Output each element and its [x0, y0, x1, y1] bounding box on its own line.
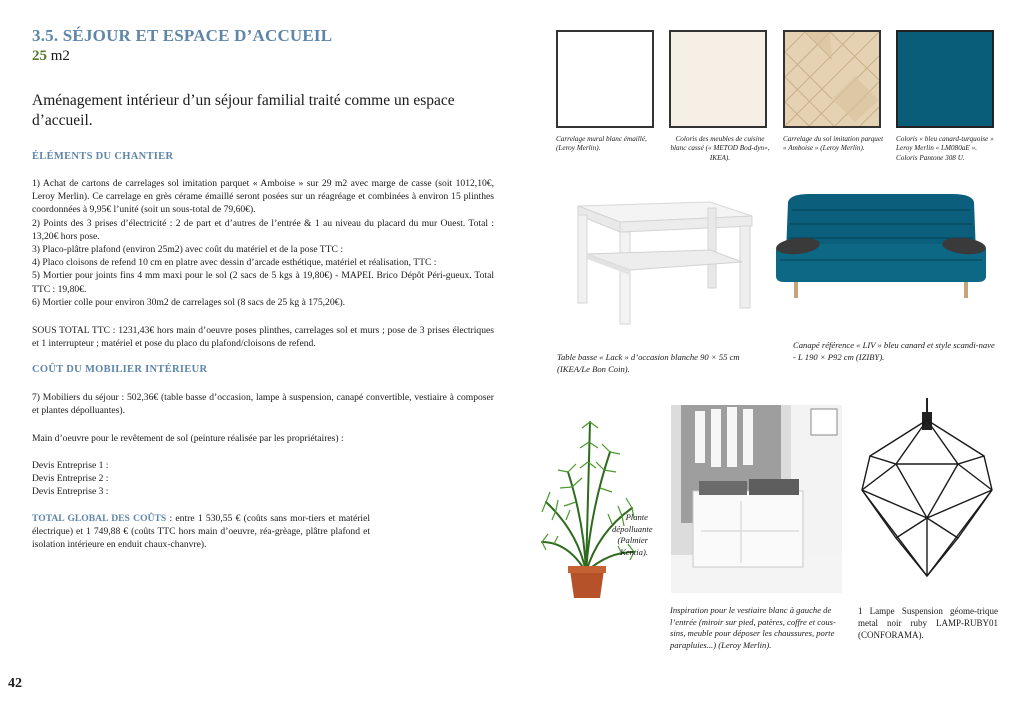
swatch-parquet — [783, 30, 881, 128]
chantier-list — [32, 177, 494, 309]
coffee-table-caption: Table basse « Lack » d’occasion blanche 90 × 55 cm (IKEA/Le Bon Coin). — [557, 352, 740, 374]
intro-text: Aménagement intérieur d’un séjour familial traité comme un espace d’accueil. — [32, 92, 455, 129]
swatch-caption-2: Coloris des meubles de cuisine blanc cassé (« METOD Bod-dyn», IKEA). — [670, 135, 770, 162]
coffee-table-icon — [560, 198, 760, 328]
palm-plant-icon — [538, 412, 638, 600]
devis-list — [32, 459, 494, 499]
swatch-caption-3: Carrelage du sol imitation parquet « Amboise » (Leroy Merlin). — [783, 135, 884, 153]
chantier-heading: ÉLÉMENTS DU CHANTIER — [32, 151, 174, 162]
sofa-image — [770, 190, 992, 308]
pendant-lamp-icon — [856, 398, 998, 580]
devis-1: Devis Entreprise 1 : — [32, 460, 109, 471]
area-unit: m2 — [47, 48, 70, 64]
page-number: 42 — [8, 676, 22, 691]
devis-2: Devis Entreprise 2 : — [32, 473, 109, 485]
swatch-kitchen-white — [669, 30, 767, 128]
total-text: : entre 1 530,55 € (coûts sans mor-tiers et matériel électrique) et 1 749,88 € (coûts TTC hors main d’oeuvre, réa-grèage, plâtre plafond et isolation intérieure en enduit chaux-chanvre). — [32, 513, 371, 551]
plant-caption: Plante dépolluante (Palmier Kentia). — [612, 512, 653, 557]
parquet-texture-icon — [785, 32, 879, 126]
area-value: 25 — [32, 48, 47, 64]
chantier-subtotal: SOUS TOTAL TTC : 1231,43€ hors main d’oeuvre poses plinthes, carrelages sol et murs ; pose de 3 prises électriques et 1 interrupteur ; matériel et pose du placo du plafond/cloisons de refend. — [32, 325, 494, 350]
plant-image — [538, 412, 638, 600]
total-label: TOTAL GLOBAL DES COÛTS — [32, 513, 167, 524]
swatch-caption-1: Carrelage mural blanc émaillé, (Leroy Merlin). — [556, 135, 647, 153]
section-area — [32, 48, 70, 65]
chantier-item-3: 3) Placo-plâtre plafond (environ 25m2) avec coût du matériel et de la pose TTC : — [32, 244, 343, 256]
total-global — [32, 512, 370, 552]
vestiaire-icon — [671, 405, 842, 593]
section-title: 3.5. SÉJOUR ET ESPACE D’ACCUEIL — [32, 26, 333, 45]
sofa-caption: Canapé référence « LIV » bleu canard et style scandi-nave - L 190 × P92 cm (IZIBY). — [793, 340, 995, 362]
chantier-item-5: 5) Mortier pour joints fins 4 mm maxi pour le sol (2 sacs de 5 kgs à 19,80€) - MAPEI. Brico Dépôt Péri-gueux. Total TTC : 19,80€. — [32, 270, 494, 295]
sofa-icon — [770, 190, 992, 308]
labour-text: Main d’oeuvre pour le revêtement de sol (peinture réalisée par les propriétaires) : — [32, 433, 344, 444]
chantier-item-1: 1) Achat de cartons de carrelages sol imitation parquet « Amboise » sur 29 m2 avec marge de casse (soit 1012,10€, Leroy Merlin). Ce carrelage en grès cérame émaillé seront posées sur un réagréage et combinées à environ 15 plinthes coordonnées à 9,95€ l’unité (soit un sous-total de 79,60€). — [32, 178, 494, 216]
mobilier-heading: COÛT DU MOBILIER INTÉRIEUR — [32, 364, 208, 375]
mobilier-item-7: 7) Mobiliers du séjour : 502,36€ (table basse d’occasion, lampe à suspension, canapé convertible, vestiaire à composer et plantes dépolluantes). — [32, 392, 494, 417]
swatch-caption-4: Coloris « bleu canard-turquoise » Leroy Merlin « LM080aE ». Coloris Pantone 308 U. — [896, 135, 994, 162]
chantier-item-2: 2) Points des 3 prises d’électricité : 2 de part et d’autres de l’entrée & 1 au niveau du placard du mur Ouest. Total : 13,20€ hors pose. — [32, 217, 494, 242]
lamp-image — [856, 398, 998, 580]
swatch-blue-duck — [896, 30, 994, 128]
vestiaire-caption: Inspiration pour le vestiaire blanc à gauche de l’entrée (miroir sur pied, patères, coffre et cous-sins, meuble pour déposer les chaussures, porte parapluies...) (Leroy Merlin). — [670, 605, 836, 650]
chantier-item-6: 6) Mortier colle pour environ 30m2 de carrelages sol (8 sacs de 25 kg à 175,20€). — [32, 296, 346, 308]
swatch-wall-tile — [556, 30, 654, 128]
lamp-caption: 1 Lampe Suspension géome-trique metal noir ruby LAMP-RUBY01 (CONFORAMA). — [858, 606, 998, 640]
devis-3: Devis Entreprise 3 : — [32, 486, 109, 498]
coffee-table-image — [560, 198, 760, 328]
chantier-item-4: 4) Placo cloisons de refend 10 cm en platre avec dessin d’arcade esthétique, matériel et réalisation, TTC : — [32, 257, 437, 269]
vestiaire-image — [671, 405, 842, 593]
